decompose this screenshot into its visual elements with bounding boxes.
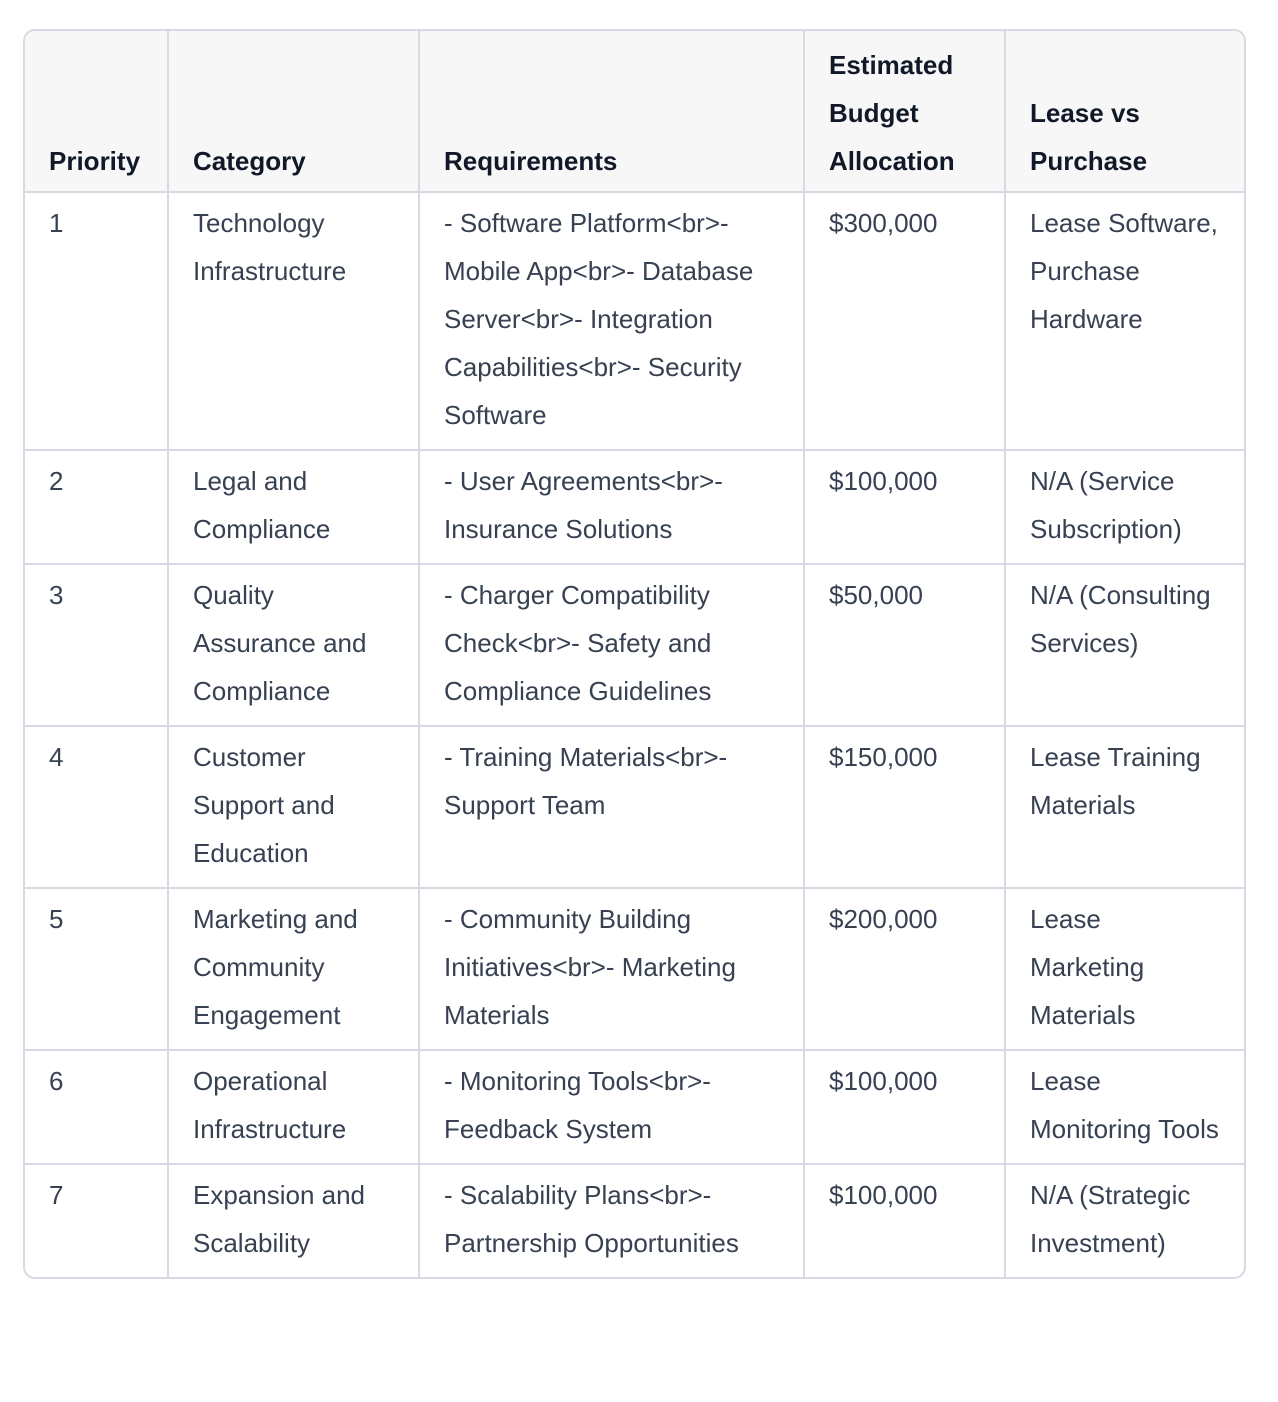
cell-lease-vs-purchase: N/A (Strategic Investment)	[1030, 1180, 1191, 1258]
cell-lease-vs-purchase: Lease Monitoring Tools	[1005, 1050, 1244, 1164]
cell-priority: 6	[25, 1050, 168, 1164]
cell-priority: 4	[25, 726, 168, 888]
table-row	[25, 726, 1244, 888]
table-body	[25, 192, 1244, 1277]
cell-priority: 5	[25, 888, 168, 1050]
cell-category: Legal and Compliance	[168, 450, 419, 564]
header-budget: Estimated Budget Allocation	[804, 31, 1005, 192]
cell-lease-vs-purchase: N/A (Service Subscription)	[1005, 450, 1244, 564]
table-row	[25, 1050, 1244, 1164]
table-header-row	[25, 31, 1244, 192]
cell-category: Marketing and Community Engagement	[168, 888, 419, 1050]
budget-table-container	[23, 29, 1246, 1279]
budget-table	[25, 31, 1244, 1277]
cell-requirements: - Software Platform<br>- Mobile App<br>- Database Server<br>- Integration Capabilities<br>- Security Software	[419, 192, 804, 450]
header-category: Category	[168, 31, 419, 192]
cell-priority: 3	[25, 564, 168, 726]
header-priority: Priority	[25, 31, 168, 192]
cell-requirements: - Community Building Initiatives<br>- Marketing Materials	[419, 888, 804, 1050]
cell-category: Customer Support and Education	[168, 726, 419, 888]
cell-budget: $100,000	[804, 450, 1005, 564]
table-row	[25, 192, 1244, 450]
cell-priority: 2	[25, 450, 168, 564]
header-lease-vs-purchase: Lease vs Purchase	[1005, 31, 1244, 192]
cell-lease-vs-purchase: N/A (Consulting Services)	[1005, 564, 1244, 726]
cell-budget: $150,000	[804, 726, 1005, 888]
cell-lease-vs-purchase: Lease Software, Purchase Hardware	[1005, 192, 1244, 450]
cell-priority: 1	[25, 192, 168, 450]
cell-requirements: - Monitoring Tools<br>- Feedback System	[419, 1050, 804, 1164]
cell-requirements: - User Agreements<br>- Insurance Solutions	[419, 450, 804, 564]
cell-budget: $100,000	[804, 1050, 1005, 1164]
table-header	[25, 31, 1244, 192]
header-requirements: Requirements	[419, 31, 804, 192]
cell-priority: 7	[25, 1164, 168, 1277]
cell-budget: $300,000	[804, 192, 1005, 450]
table-row	[25, 564, 1244, 726]
cell-lease-vs-purchase: Lease Marketing Materials	[1005, 888, 1244, 1050]
cell-requirements: - Charger Compatibility Check<br>- Safety and Compliance Guidelines	[419, 564, 804, 726]
table-row	[25, 1164, 1244, 1277]
cell-requirements: - Training Materials<br>- Support Team	[419, 726, 804, 888]
table-row	[25, 450, 1244, 564]
cell-budget: $50,000	[804, 564, 1005, 726]
cell-category: Technology Infrastructure	[168, 192, 419, 450]
cell-lease-vs-purchase: Lease Training Materials	[1005, 726, 1244, 888]
cell-requirements: - Scalability Plans<br>- Partnership Opportunities	[419, 1164, 804, 1277]
cell-budget: $100,000	[804, 1164, 1005, 1277]
cell-category: Quality Assurance and Compliance	[168, 564, 419, 726]
cell-category: Operational Infrastructure	[168, 1050, 419, 1164]
cell-category: Expansion and Scalability	[168, 1164, 419, 1277]
cell-budget: $200,000	[804, 888, 1005, 1050]
table-row	[25, 888, 1244, 1050]
